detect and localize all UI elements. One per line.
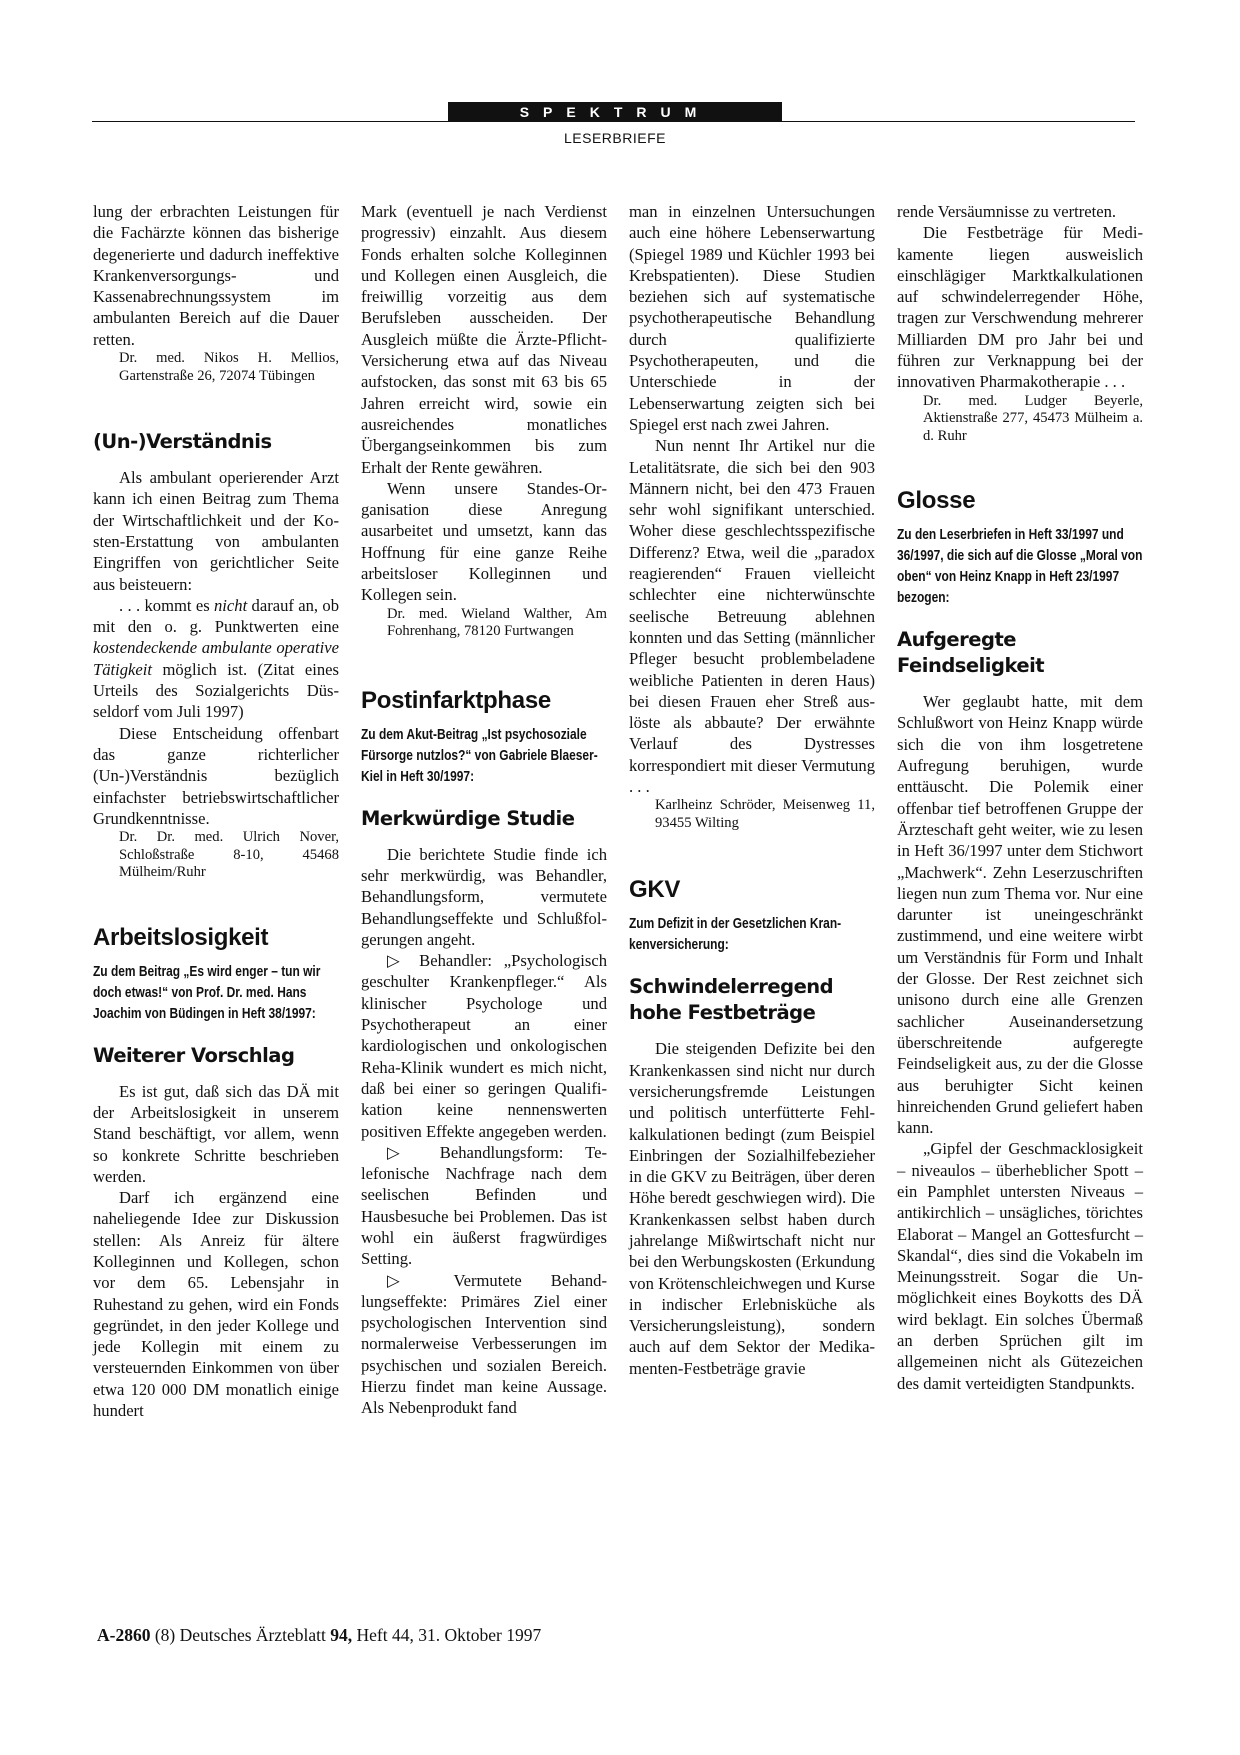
letter-title: Aufgeregte Feindseligkeit xyxy=(897,628,1045,678)
section-heading: Arbeitslosigkeit xyxy=(93,923,269,951)
signature: Karlheinz Schröder, Meisenweg 11, 93455 Wilting xyxy=(655,797,875,831)
intro-text: Zu dem Beitrag „Es wird enger – tun wir doch etwas!“ von Prof. Dr. med. Hans Joachim von Büdingen in Heft 38/1997: xyxy=(93,963,321,1022)
text-span: . . . kommt es xyxy=(119,595,214,615)
paragraph: Wer geglaubt hatte, mit dem Schlußwort von Heinz Knapp würde sich die von ihm losgetretene Aufregung beruhigen, wurde enttäuscht. Die Polemik einer offenbar tief betroffenen Gruppe der Ärzteschaft geht weiter, wie zu lesen in Heft 36/1997 unter dem Stichwort „Machwerk“. Zehn Leserzuschriften liegen nun zum Thema vor. Nur eine darunter ist uneingeschränkt zustimmend, und eine weitere wirbt um Verständnis für Form und Inhalt der Glosse. Der Rest zeichnet sich unisono durch eine alle Grenzen sachlicher Auseinandersetzung überschreitende aufgeregte Feindseligkeit aus, zu der die Glosse aus beruhigter Sicht keinen hinreichenden Grund geliefert haben kann. xyxy=(897,692,1143,1138)
text-span: darauf an, ob mit den o. g. Punktwerten eine xyxy=(93,595,339,637)
paragraph: lung der erbrachten Leistungen für die Fachärzte können das bisherige degenerierte und dadurch ineffektive Krankenversorgungs- und Kassenabrechnungssystem im ambulanten Bereich auf die Dauer retten. xyxy=(93,202,339,349)
paragraph: Diese Entscheidung offenbart das ganze richterlicher (Un-)Verständnis bezüglich einfachster betriebswirtschaftlicher Grundkenntnisse. xyxy=(93,723,339,828)
paragraph: Wenn unsere Standes-Organisation diese Anregung ausarbeitet und umsetzt, kann das Hoffnung für eine ganze Reihe arbeitsloser Kolleginnen und Kollegen sein. xyxy=(361,478,607,605)
column-2 xyxy=(361,201,607,1419)
paragraph: Als ambulant operierender Arzt kann ich einen Beitrag zum Thema der Wirtschaftlichkeit und der Kosten-Erstattung von ambulanten Eingriffen von gerichtlicher Seite aus beisteuern: xyxy=(93,468,339,594)
subsection-label: LESERBRIEFE xyxy=(564,130,666,146)
text-span: möglich ist. (Zitat eines Urteils des Sozialgerichts Düsseldorf vom Juli 1997) xyxy=(93,659,339,722)
column-1 xyxy=(93,201,339,1421)
paragraph: man in einzelnen Untersuchungen auch eine höhere Lebenserwartung (Spiegel 1989 und Küchler 1993 bei Krebspatienten). Diese Studien beziehen sich auf systematische psychotherapeutische Behandlung durch qualifizierte Psychotherapeuten, und die Unterschiede in der Lebenserwartung zeigten sich bei Spiegel erst nach zwei Jahren. xyxy=(629,202,875,434)
paragraph: ▷ Vermutete Behandlungseffekte: Primäres Ziel einer psychologischen Intervention sind normalerweise Verbesserungen im psychischen und sozialen Bereich. Hierzu findet man keine Aussage. Als Nebenprodukt fand xyxy=(361,1270,607,1418)
paragraph: Die berichtete Studie finde ich sehr merkwürdig, was Behandler, Behandlungsform, vermutete Behandlungseffekte und Schlußfolgerungen angeht. xyxy=(361,844,607,949)
section-heading: Postinfarktphase xyxy=(361,686,551,714)
paragraph: Die steigenden Defizite bei den Krankenkassen sind nicht nur durch versicherungsfremde Leistungen und politisch unterfütterte Fehlkalkulationen bedingt (zum Beispiel Einbringen der Sozialhilfebezieher in die GKV zu Beiträgen, über deren Höhe beredt geschwiegen wird). Die Krankenkassen selbst haben durch jahrelange Mißwirtschaft nicht nur bei den Werbungskosten (Erkundung von Krötenschleichwegen und Kurse in indischer Erlebnisküche als Versicherungsleistung), sondern auch auf dem Sektor der Medikamenten-Festbeträge gravie xyxy=(629,1039,875,1378)
paragraph: ▷ Behandlungsform: Telefonische Nachfrage nach dem seelischen Befinden und Hausbesuche bei Problemen. Das ist wohl ein äußerst fragwürdiges Setting. xyxy=(361,1142,607,1269)
paragraph: „Gipfel der Geschmacklosigkeit – niveaulos – überheblicher Spott – ein Pamphlet untersten Niveaus – antikirchlich – unsägliches, törichtes Elaborat – Mangel an Gottesfurcht – Skandal“, dies sind die Vokabeln im Meinungsstreit. Sogar die Unmöglichkeit eines Boykotts des DÄ wird beklagt. Ein solches Übermaß an derben Sprüchen gilt im allgemeinen nicht als Gütezeichen des damit verteidigten Standpunkts. xyxy=(897,1139,1143,1393)
italic-span: kostendeckende ambulante operative Tätigkeit xyxy=(93,638,339,679)
letter-title: Schwindelerregend hohe Festbeträge xyxy=(629,975,834,1025)
footer-text: Heft 44, 31. Oktober 1997 xyxy=(352,1625,542,1645)
signature: Dr. med. Nikos H. Mellios, Gartenstraße 26, 72074 Tübingen xyxy=(119,350,339,384)
volume-number: 94, xyxy=(330,1625,353,1645)
paragraph: ▷ Behandler: „Psychologisch geschulter Krankenpfleger.“ Als klinischer Psychologe und Psychotherapeut an einer kardiologischen und onkologischen Reha-Klinik wundert es mich nicht, daß bei einer so geringen Qualifikation keine nennenswerten positiven Effekte angegeben werden. xyxy=(361,951,607,1141)
intro-text: Zum Defizit in der Gesetzlichen Krankenversicherung: xyxy=(629,916,842,954)
signature: Dr. med. Ludger Beyerle, Aktienstraße 277, 45473 Mülheim a. d. Ruhr xyxy=(923,392,1143,444)
paragraph: Die Festbeträge für Medikamente liegen ausweislich einschlägiger Marktkalkulationen auf schwindelerregender Höhe, tragen zur Verschwendung mehrerer Milliarden DM pro Jahr bei und führen zur Verknappung bei der innovativen Pharmakotherapie . . . xyxy=(897,223,1143,392)
paragraph: Darf ich ergänzend eine naheliegende Idee zur Diskussion stellen: Als Anreiz für ältere Kolleginnen und Kollegen, schon vor dem 65. Lebensjahr in Ruhestand zu gehen, wird ein Fonds gegründet, in den jeder Kollege und jede Kollegin mit einem zu versteuernden Einkommen von über etwa 120 000 DM monatlich einige hundert xyxy=(93,1188,339,1421)
paragraph: Es ist gut, daß sich das DÄ mit der Arbeitslosigkeit in unserem Stand beschäftigt, vor allem, wenn so konkrete Schritte beschrieben werden. xyxy=(93,1081,339,1186)
paragraph: Mark (eventuell je nach Verdienst progressiv) einzahlt. Aus diesem Fonds erhalten solche Kolleginnen und Kollegen einen Ausgleich, die freiwillig vorzeitig aus dem Berufsleben ausscheiden. Der Ausgleich müßte die Ärzte-Pflicht-Versicherung etwa auf das Niveau aufstocken, das sonst mit 63 bis 65 Jahren erreicht wird, sowie ein ausreichendes monatliches Übergangseinkommen bis zum Erhalt der Rente gewähren. xyxy=(361,202,607,477)
section-label: SPEKTRUM xyxy=(448,102,782,122)
signature: Dr. med. Wieland Walther, Am Fohrenhang, 78120 Furtwangen xyxy=(387,605,607,640)
letter-title: Weiterer Vorschlag xyxy=(93,1043,295,1067)
footer-text: (8) Deutsches Ärzteblatt xyxy=(150,1625,331,1645)
paragraph: rende Versäumnisse zu vertreten. xyxy=(897,202,1117,221)
intro-text: Zu dem Akut-Beitrag „Ist psychosoziale Fürsorge nutzlos?“ von Gabriele Blaeser-Kiel in Heft 30/1997: xyxy=(361,726,598,785)
letter-title: Merkwürdige Studie xyxy=(361,806,575,830)
letter-title: (Un-)Verständnis xyxy=(93,430,272,454)
page-footer xyxy=(97,1625,541,1646)
intro-text: Zu den Leserbriefen in Heft 33/1997 und 36/1997, die sich auf die Glosse „Moral von oben“ von Heinz Knapp in Heft 23/1997 bezogen: xyxy=(897,527,1143,607)
section-heading: GKV xyxy=(629,876,681,904)
section-heading: Glosse xyxy=(897,487,976,515)
signature: Dr. Dr. med. Ulrich Nover, Schloßstraße 8-10, 45468 Mülheim/Ruhr xyxy=(119,829,339,881)
italic-span: nicht xyxy=(214,595,248,615)
column-4 xyxy=(897,201,1143,1394)
page-code: A-2860 xyxy=(97,1625,151,1645)
column-3 xyxy=(629,201,875,1379)
paragraph: Nun nennt Ihr Artikel nur die Letalitätsrate, die sich bei den 903 Männern nicht, bei den 473 Frauen sehr wohl signifikant unterschied. Woher diese geschlechtsspezifische Differenz? Etwa, weil die „paradox reagierenden“ Frauen vielleicht schlechter eine nichterwünschte seelische Betreuung ablehnen konnten und das Setting (männlicher Pfleger besucht problembeladene weibliche Patienten in deren Haus) bei diesen Frauen eher Streß auslöste als abbaute? Der erwähnte Verlauf des Dystresses korrespondiert mit dieser Vermutung . . . xyxy=(629,436,875,797)
quote-paragraph xyxy=(93,595,339,723)
